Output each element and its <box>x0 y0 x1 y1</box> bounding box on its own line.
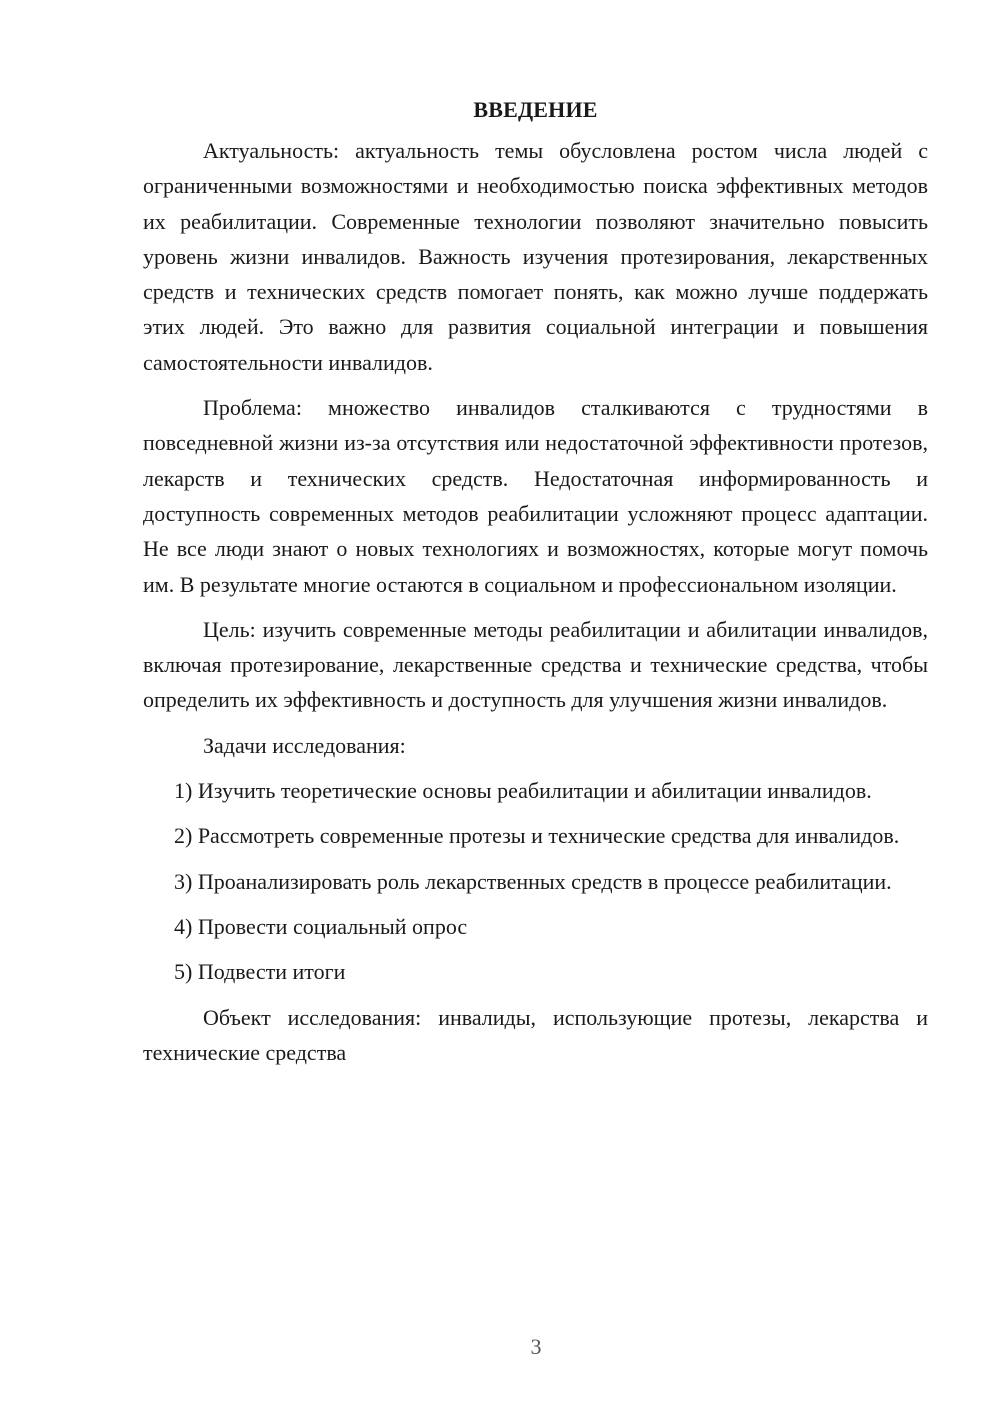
paragraph-goal: Цель: изучить современные методы реабилитации и абилитации инвалидов, включая протезирование, лекарственные средства и технические средства, чтобы определить их эффективность и доступность для улучшения жизни инвалидов. <box>143 616 928 713</box>
task-item-4: 4) Провести социальный опрос <box>174 913 468 939</box>
paragraph-problem: Проблема: множество инвалидов сталкиваются с трудностями в повседневной жизни из-за отсутствия или недостаточной эффективности протезов, лекарств и технических средств. Недостаточная информированность и доступность современных методов реабилитации усложняют процесс адаптации. Не все люди знают о новых технологиях и возможностях, которые могут помочь им. В результате многие остаются в социальном и профессиональном изоляции. <box>143 395 928 597</box>
tasks-title: Задачи исследования: <box>203 732 406 758</box>
task-item-3: 3) Проанализировать роль лекарственных средств в процессе реабилитации. <box>174 868 892 894</box>
paragraph-relevance: Актуальность: актуальность темы обусловлена ростом числа людей с ограниченными возможностями и необходимостью поиска эффективных методов их реабилитации. Современные технологии позволяют значительно повысить уровень жизни инвалидов. Важность изучения протезирования, лекарственных средств и технических средств помогает понять, как можно лучше поддержать этих людей. Это важно для развития социальной интеграции и повышения самостоятельности инвалидов. <box>143 138 928 375</box>
task-item-5: 5) Подвести итоги <box>174 959 346 985</box>
task-item-2: 2) Рассмотреть современные протезы и технические средства для инвалидов. <box>174 823 900 849</box>
page-number: 3 <box>530 1334 542 1359</box>
document-page <box>143 95 928 1080</box>
task-item-1: 1) Изучить теоретические основы реабилитации и абилитации инвалидов. <box>174 778 872 804</box>
section-heading: ВВЕДЕНИЕ <box>473 97 598 122</box>
paragraph-object: Объект исследования: инвалиды, использующие протезы, лекарства и технические средства <box>143 1004 928 1065</box>
